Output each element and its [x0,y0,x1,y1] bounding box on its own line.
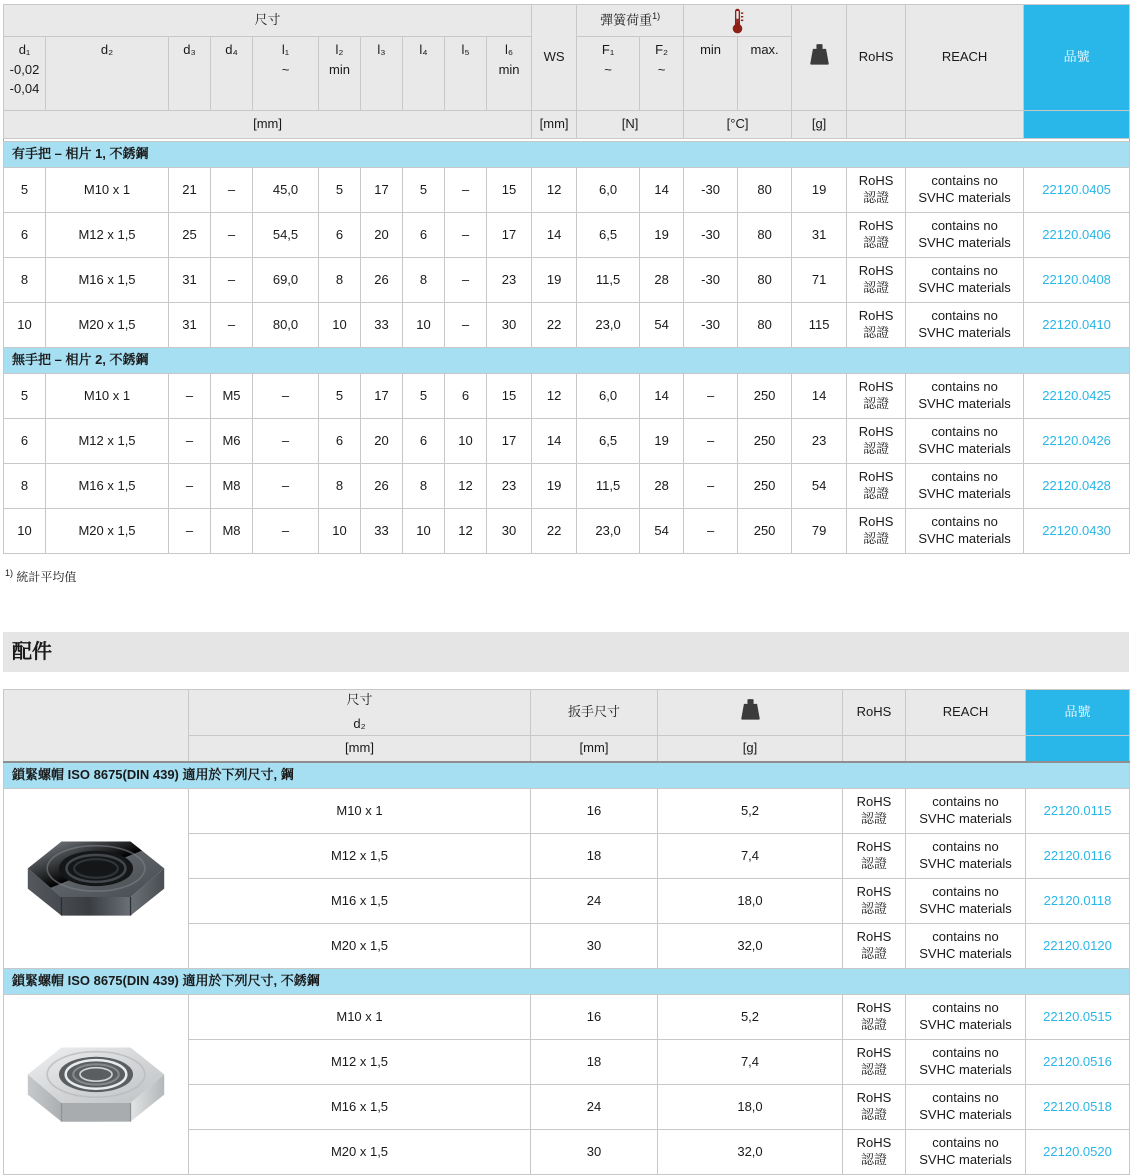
thermometer-icon [731,7,744,34]
table-row: 10 M20 x 1,5 31 – 80,0 10 33 10 – 30 22 23,0 54 -30 80 115 RoHS 認證 contains no SVHC materials 22120.0410 [4,303,1130,348]
rohs-status: RoHS 認證 [847,168,906,213]
col-header-wrench-size: 扳手尺寸 [531,690,658,736]
col-header-f2: F₂ ~ [640,37,684,111]
table-row: 8 M16 x 1,5 – M8 – 8 26 8 12 23 19 11,5 28 – 250 54 RoHS 認證 contains no SVHC materials 22120.0428 [4,464,1130,509]
table-row: M10 x 1 16 5,2 RoHS 認證 contains no SVHC materials 22120.0115 [4,789,1130,834]
part-number-link[interactable]: 22120.0520 [1026,1130,1130,1175]
part-number-link[interactable]: 22120.0516 [1026,1040,1130,1085]
rohs-status: RoHS 認證 [847,419,906,464]
reach-status: contains no SVHC materials [906,1040,1026,1085]
weight-icon [809,43,830,67]
table-row: M12 x 1,5 18 7,4 RoHS 認證 contains no SVHC materials 22120.0116 [4,834,1130,879]
part-number-link[interactable]: 22120.0406 [1024,213,1130,258]
rohs-status: RoHS 認證 [843,1040,906,1085]
group-header-temperature [684,5,792,37]
table-row: 8 M16 x 1,5 31 – 69,0 8 26 8 – 23 19 11,5 28 -30 80 71 RoHS 認證 contains no SVHC materials 22120.0408 [4,258,1130,303]
rohs-status: RoHS 認證 [843,879,906,924]
unit-reach-empty [906,735,1026,762]
footnote-marker: 1) [5,568,14,578]
rohs-status: RoHS 認證 [847,374,906,419]
unit-weight: [g] [658,735,843,762]
table-row: 5 M10 x 1 – M5 – 5 17 5 6 15 12 6,0 14 – 250 14 RoHS 認證 contains no SVHC materials 22120.0425 [4,374,1130,419]
section-header-locknut-stainless: 鎖緊螺帽 ISO 8675(DIN 439) 適用於下列尺寸, 不銹鋼 [4,969,1130,995]
col-header-part-number: 品號 [1026,690,1130,736]
rohs-status: RoHS 認證 [843,924,906,969]
part-number-link[interactable]: 22120.0428 [1024,464,1130,509]
part-number-link[interactable]: 22120.0405 [1024,168,1130,213]
part-number-link[interactable]: 22120.0410 [1024,303,1130,348]
reach-status: contains no SVHC materials [906,258,1024,303]
group-header-spring-load [577,5,684,37]
col-header-reach: REACH [906,5,1024,111]
col-header-weight [658,690,843,736]
col-header-l1: l₁ ~ [253,37,319,111]
image-column-header [4,690,189,763]
col-header-temp-max: max. [738,37,792,111]
table-row: M20 x 1,5 30 32,0 RoHS 認證 contains no SVHC materials 22120.0520 [4,1130,1130,1175]
col-header-l5: l₅ [445,37,487,111]
col-header-temp-min: min [684,37,738,111]
part-number-link[interactable]: 22120.0515 [1026,995,1130,1040]
rohs-status: RoHS 認證 [843,995,906,1040]
rohs-status: RoHS 認證 [847,213,906,258]
section-header-without-handle: 無手把 – 相片 2, 不銹鋼 [4,348,1130,374]
reach-status: contains no SVHC materials [906,509,1024,554]
reach-status: contains no SVHC materials [906,464,1024,509]
reach-status: contains no SVHC materials [906,924,1026,969]
stainless-hex-nut-image [4,995,189,1175]
table-row: M16 x 1,5 24 18,0 RoHS 認證 contains no SVHC materials 22120.0518 [4,1085,1130,1130]
table-row: 6 M12 x 1,5 25 – 54,5 6 20 6 – 17 14 6,5 19 -30 80 31 RoHS 認證 contains no SVHC materials 22120.0406 [4,213,1130,258]
table-row: M10 x 1 16 5,2 RoHS 認證 contains no SVHC materials 22120.0515 [4,995,1130,1040]
footnote [5,568,1129,585]
col-header-l6: l₆ min [487,37,532,111]
accessories-table [3,689,1130,1175]
group-header-dimensions: 尺寸 [4,5,532,37]
unit-weight: [g] [792,111,847,139]
col-header-reach: REACH [906,690,1026,736]
part-number-link[interactable]: 22120.0408 [1024,258,1130,303]
table-row: M16 x 1,5 24 18,0 RoHS 認證 contains no SVHC materials 22120.0118 [4,879,1130,924]
rohs-status: RoHS 認證 [847,509,906,554]
reach-status: contains no SVHC materials [906,1085,1026,1130]
part-number-link[interactable]: 22120.0425 [1024,374,1130,419]
col-header-d4: d₄ [211,37,253,111]
col-header-d1: d₁ -0,02 -0,04 [4,37,46,111]
part-number-link[interactable]: 22120.0430 [1024,509,1130,554]
footnote-ref: 1) [652,11,661,22]
weight-icon [740,698,761,722]
table-row: M20 x 1,5 30 32,0 RoHS 認證 contains no SVHC materials 22120.0120 [4,924,1130,969]
col-header-weight [792,5,847,111]
unit-temperature: [°C] [684,111,792,139]
rohs-status: RoHS 認證 [843,834,906,879]
reach-status: contains no SVHC materials [906,374,1024,419]
reach-status: contains no SVHC materials [906,879,1026,924]
rohs-status: RoHS 認證 [847,464,906,509]
reach-status: contains no SVHC materials [906,303,1024,348]
unit-part-number-empty [1026,735,1130,762]
col-header-part-number: 品號 [1024,5,1130,111]
unit-rohs-empty [847,111,906,139]
rohs-status: RoHS 認證 [847,258,906,303]
part-number-link[interactable]: 22120.0116 [1026,834,1130,879]
part-number-link[interactable]: 22120.0426 [1024,419,1130,464]
reach-status: contains no SVHC materials [906,789,1026,834]
col-header-l4: l₄ [403,37,445,111]
reach-status: contains no SVHC materials [906,213,1024,258]
part-number-link[interactable]: 22120.0518 [1026,1085,1130,1130]
col-header-dimension: 尺寸 d₂ [189,690,531,736]
unit-force: [N] [577,111,684,139]
col-header-d3: d₃ [169,37,211,111]
part-number-link[interactable]: 22120.0118 [1026,879,1130,924]
steel-hex-nut-image [4,789,189,969]
col-header-l3: l₃ [361,37,403,111]
unit-ws: [mm] [532,111,577,139]
section-header-locknut-steel: 鎖緊螺帽 ISO 8675(DIN 439) 適用於下列尺寸, 鋼 [4,762,1130,788]
reach-status: contains no SVHC materials [906,419,1024,464]
reach-status: contains no SVHC materials [906,1130,1026,1175]
table-row: 10 M20 x 1,5 – M8 – 10 33 10 12 30 22 23,0 54 – 250 79 RoHS 認證 contains no SVHC materials 22120.0430 [4,509,1130,554]
unit-part-number-empty [1024,111,1130,139]
col-header-rohs: RoHS [847,5,906,111]
table-row: 6 M12 x 1,5 – M6 – 6 20 6 10 17 14 6,5 19 – 250 23 RoHS 認證 contains no SVHC materials 22120.0426 [4,419,1130,464]
unit-rohs-empty [843,735,906,762]
unit-dimension: [mm] [189,735,531,762]
accessories-heading: 配件 [3,632,1129,672]
rohs-status: RoHS 認證 [847,303,906,348]
col-header-ws: WS [532,5,577,111]
unit-dimensions: [mm] [4,111,532,139]
part-number-link[interactable]: 22120.0120 [1026,924,1130,969]
spring-load-label: 彈簧荷重 [600,12,653,28]
reach-status: contains no SVHC materials [906,168,1024,213]
reach-status: contains no SVHC materials [906,834,1026,879]
spec-table [3,4,1130,554]
rohs-status: RoHS 認證 [843,1130,906,1175]
col-header-l2: l₂ min [319,37,361,111]
part-number-link[interactable]: 22120.0115 [1026,789,1130,834]
reach-status: contains no SVHC materials [906,995,1026,1040]
col-header-d2: d₂ [46,37,169,111]
col-header-f1: F₁ ~ [577,37,640,111]
footnote-text: 統計平均值 [16,570,77,584]
section-header-with-handle: 有手把 – 相片 1, 不銹鋼 [4,142,1130,168]
rohs-status: RoHS 認證 [843,1085,906,1130]
unit-reach-empty [906,111,1024,139]
table-row: M12 x 1,5 18 7,4 RoHS 認證 contains no SVHC materials 22120.0516 [4,1040,1130,1085]
unit-wrench: [mm] [531,735,658,762]
rohs-status: RoHS 認證 [843,789,906,834]
table-row: 5 M10 x 1 21 – 45,0 5 17 5 – 15 12 6,0 14 -30 80 19 RoHS 認證 contains no SVHC materials 22120.0405 [4,168,1130,213]
col-header-rohs: RoHS [843,690,906,736]
